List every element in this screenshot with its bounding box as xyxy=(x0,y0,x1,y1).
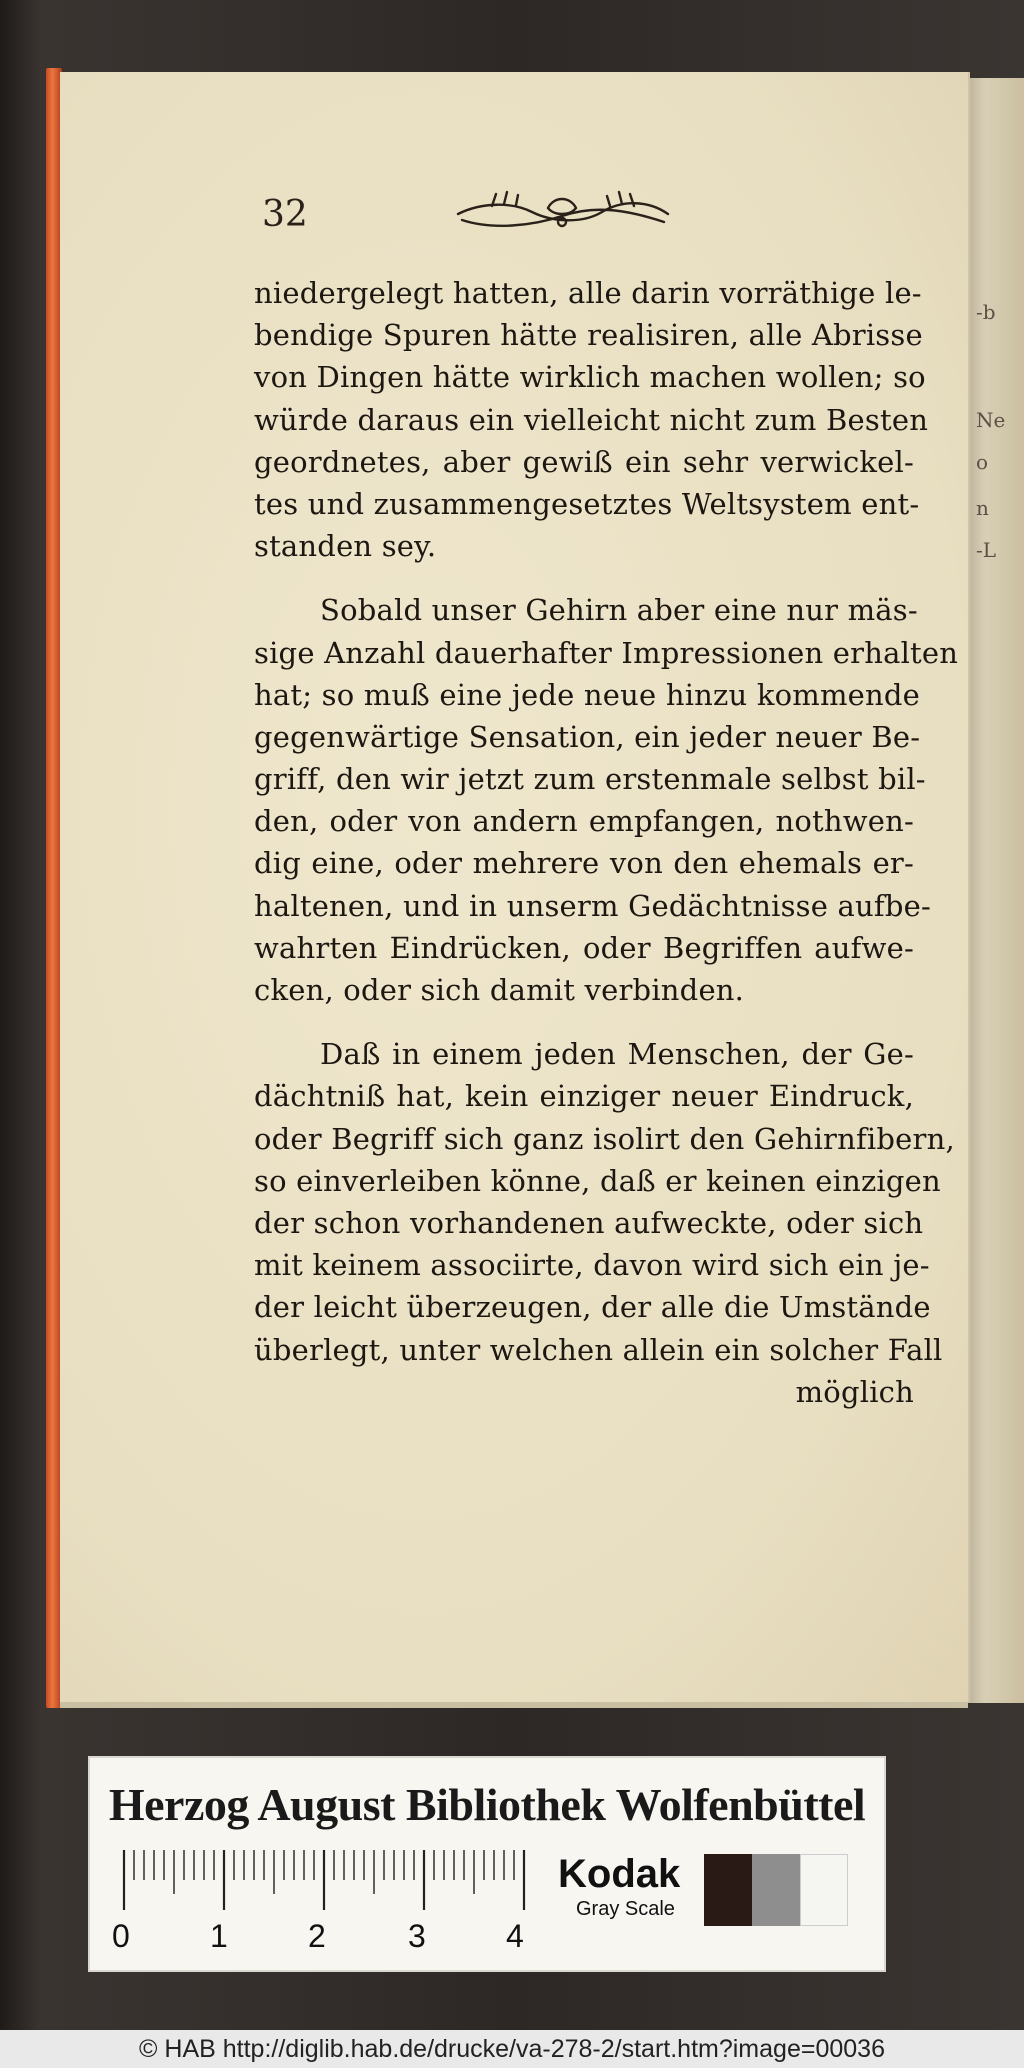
text-line: so einverleiben könne, daß er keinen einzigen xyxy=(254,1163,941,1198)
text-line: tes und zusammengesetztes Weltsystem ent- xyxy=(254,486,920,521)
scale-number: 3 xyxy=(408,1918,426,1954)
bleed-text: Ne xyxy=(976,408,1006,432)
paragraph xyxy=(254,272,929,567)
text-line: niedergelegt hatten, alle darin vorräthige le- xyxy=(254,276,922,310)
gray-swatch-mid xyxy=(752,1854,800,1926)
body-text xyxy=(254,272,959,1435)
catchword: möglich xyxy=(795,1374,914,1409)
text-line: Daß in einem jeden Menschen, der Ge- xyxy=(320,1037,914,1072)
copyright-footer: © HAB http://diglib.hab.de/drucke/va-278-2/start.htm?image=00036 xyxy=(0,2030,1024,2068)
text-line: oder Begriff sich ganz isolirt den Gehirnfibern, xyxy=(254,1121,955,1156)
bleed-text: n xyxy=(976,496,989,520)
paragraph xyxy=(254,1033,955,1413)
text-line: sige Anzahl dauerhafter Impressionen erhalten xyxy=(254,635,959,670)
bleed-text: -L xyxy=(976,538,997,562)
text-line: griff, den wir jetzt zum erstenmale selbst bil- xyxy=(254,762,926,797)
ornament-icon xyxy=(452,186,674,236)
text-line: wahrten Eindrücken, oder Begriffen aufwe- xyxy=(254,930,914,965)
text-line: würde daraus ein vielleicht nicht zum Besten xyxy=(254,402,929,437)
scale-ruler xyxy=(120,1850,534,1912)
adjacent-page-strip xyxy=(968,78,1024,1703)
color-calibration-card xyxy=(90,1758,884,1970)
text-line: überlegt, unter welchen allein ein solcher Fall xyxy=(254,1332,943,1367)
gray-swatch-light xyxy=(800,1854,848,1926)
text-line: Sobald unser Gehirn aber eine nur mäs- xyxy=(320,593,918,628)
text-line: mit keinem associirte, davon wird sich ein je- xyxy=(254,1248,930,1283)
paragraph xyxy=(254,589,959,1011)
text-line: bendige Spuren hätte realisiren, alle Abrisse xyxy=(254,318,923,353)
gray-swatch-dark xyxy=(704,1854,752,1926)
scale-number: 4 xyxy=(506,1918,524,1954)
text-line: von Dingen hätte wirklich machen wollen; so xyxy=(254,360,926,395)
text-line: haltenen, und in unserm Gedächtnisse aufbe- xyxy=(254,888,931,923)
text-line: dig eine, oder mehrere von den ehemals er- xyxy=(254,846,914,881)
text-line: dächtniß hat, kein einziger neuer Eindruck, xyxy=(254,1079,914,1114)
bleed-text: o xyxy=(976,450,989,474)
text-line: den, oder von andern empfangen, nothwen- xyxy=(254,804,914,839)
scale-number: 0 xyxy=(112,1918,130,1954)
gray-scale-label: Gray Scale xyxy=(576,1898,675,1920)
page-bottom-edge xyxy=(60,1702,968,1708)
text-line: cken, oder sich damit verbinden. xyxy=(254,973,745,1007)
text-line: standen sey. xyxy=(254,529,437,564)
bleed-text: -b xyxy=(976,300,996,324)
library-name: Herzog August Bibliothek Wolfenbüttel xyxy=(108,1779,866,1830)
scale-number: 2 xyxy=(308,1918,326,1954)
page-number: 32 xyxy=(262,194,308,235)
kodak-logo: Kodak xyxy=(558,1852,681,1896)
text-line: hat; so muß eine jede neue hinzu kommende xyxy=(254,677,921,712)
scale-number: 1 xyxy=(210,1918,228,1954)
text-line: gegenwärtige Sensation, ein jeder neuer Be- xyxy=(254,719,921,754)
text-line: geordnetes, aber gewiß ein sehr verwickel- xyxy=(254,444,914,479)
text-line: der schon vorhandenen aufweckte, oder sich xyxy=(254,1205,924,1240)
text-line: der leicht überzeugen, der alle die Umstände xyxy=(254,1290,931,1325)
